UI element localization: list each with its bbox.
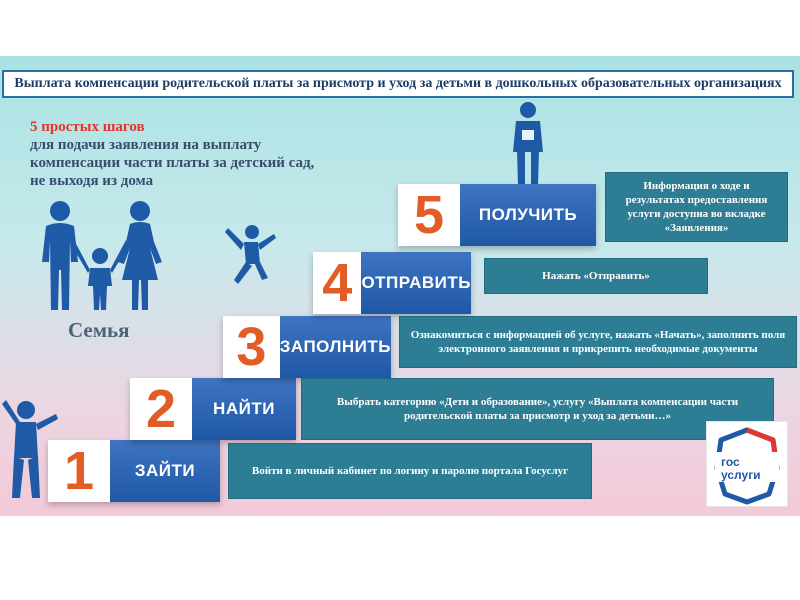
- step-label: ЗАЙТИ: [110, 440, 220, 502]
- gosuslugi-logo: [706, 421, 788, 507]
- step-4-info: Нажать «Отправить»: [484, 258, 708, 294]
- step-2: [130, 378, 296, 440]
- intro-line: для подачи заявления на выплату: [30, 137, 262, 153]
- logo-text: гос: [721, 455, 740, 469]
- step-2-info: Выбрать категорию «Дети и образование», услугу «Выплата компенсации части родительской платы за присмотр и уход за детьми…»: [301, 378, 774, 440]
- intro-highlight: 5 простых шагов: [30, 119, 145, 135]
- intro-line: компенсации части платы за детский сад,: [30, 155, 315, 171]
- logo-text: услуги: [721, 468, 761, 482]
- step-label: НАЙТИ: [192, 378, 296, 440]
- gosuslugi-logo-icon: [707, 422, 787, 506]
- step-number: 2: [130, 378, 192, 440]
- step-label: ОТПРАВИТЬ: [361, 252, 471, 314]
- step-number: 1: [48, 440, 110, 502]
- step-1-info: Войти в личный кабинет по логину и паролю портала Госуслуг: [228, 443, 592, 499]
- step-5: [398, 184, 596, 246]
- family-icon: [34, 200, 170, 312]
- step-label: ПОЛУЧИТЬ: [460, 184, 596, 246]
- step-1: [48, 440, 220, 502]
- step-number: 3: [223, 316, 280, 378]
- intro-line: не выходя из дома: [30, 173, 154, 189]
- step-number: 5: [398, 184, 460, 246]
- step-5-info: Информация о ходе и результатах предоставления услуги доступна во вкладке «Заявления»: [605, 172, 788, 242]
- step-3-info: Ознакомиться с информацией об услуге, нажать «Начать», заполнить поля электронного заявления и прикрепить необходимые документы: [399, 316, 797, 368]
- step-3: [223, 316, 391, 378]
- step-number: 4: [313, 252, 361, 314]
- standing-person-icon: [507, 102, 549, 186]
- page-title: Выплата компенсации родительской платы за присмотр и уход за детьми в дошкольных образовательных организациях: [2, 70, 794, 98]
- intro-text: [30, 118, 314, 190]
- step-4: [313, 252, 471, 314]
- jumping-person-icon: [222, 224, 278, 288]
- step-label: ЗАПОЛНИТЬ: [280, 316, 391, 378]
- family-label: Семья: [68, 318, 130, 342]
